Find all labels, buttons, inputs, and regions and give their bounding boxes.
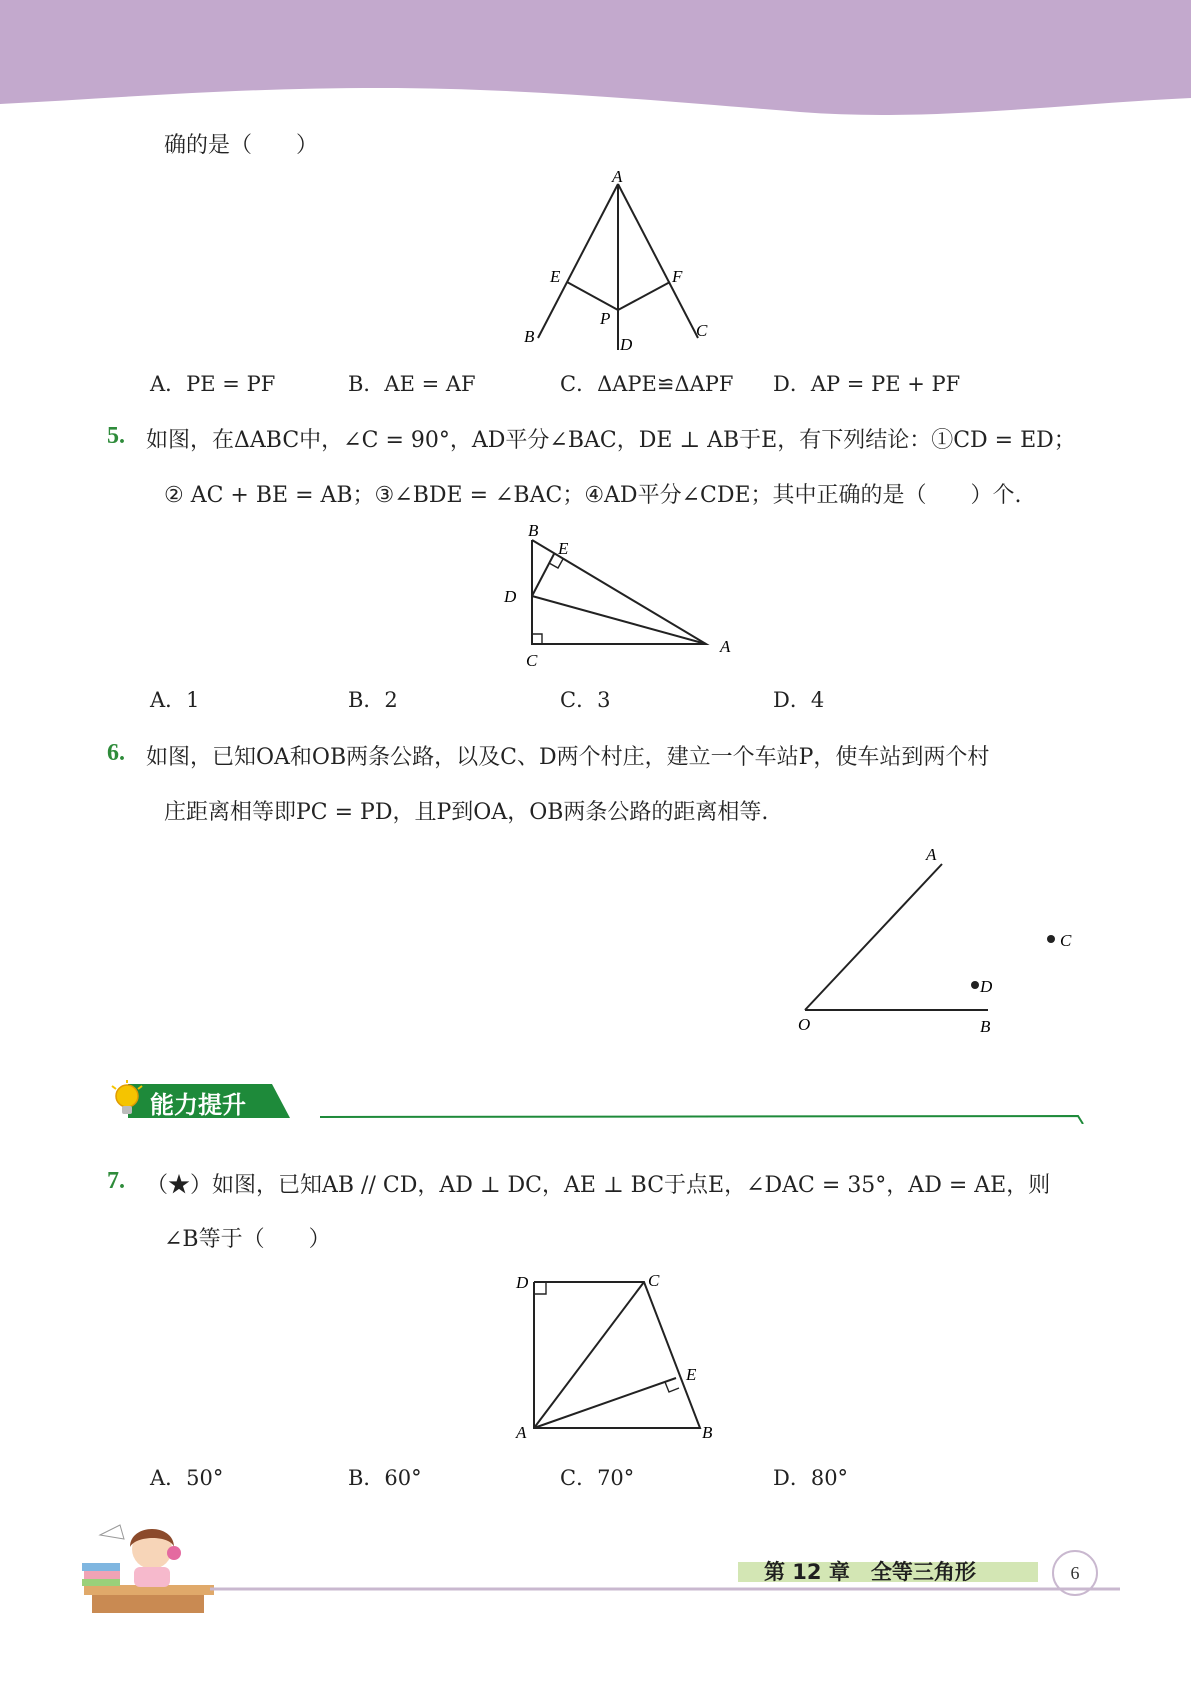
q6-label-o: O — [798, 1015, 811, 1034]
q5-figure — [498, 520, 748, 670]
girl-reading-illustration — [80, 1505, 230, 1625]
q6-figure — [790, 840, 1090, 1040]
page-number: 6 — [1052, 1550, 1098, 1596]
q4-label-d: D — [620, 335, 633, 354]
q6-stem-line2: 庄距离相等即PC = PD，且P到OA，OB两条公路的距离相等. — [164, 800, 769, 825]
q7-stem-line2: ∠B等于（ ） — [164, 1227, 331, 1252]
q7-option-c: C．70° — [560, 1466, 635, 1490]
q7-option-b: B．60° — [348, 1466, 422, 1490]
section-title: 能力提升 — [150, 1091, 246, 1119]
q4-label-b: B — [524, 327, 535, 346]
q7-label-d: D — [516, 1273, 529, 1292]
q6-label-a: A — [926, 845, 937, 864]
q4-stem-continuation: 确的是（ ） — [164, 133, 319, 158]
q7-label-e: E — [686, 1365, 697, 1384]
q5-number: 5. — [107, 423, 125, 449]
q4-option-d: D．AP = PE + PF — [773, 372, 961, 396]
q5-option-d: D．4 — [773, 688, 825, 712]
q5-option-b: B．2 — [348, 688, 398, 712]
q4-option-c: C．ΔAPE≌ΔAPF — [560, 372, 734, 396]
q6-label-b: B — [980, 1017, 991, 1036]
q4-figure — [520, 170, 730, 360]
footer-rule — [210, 1586, 1130, 1592]
q5-option-c: C．3 — [560, 688, 611, 712]
q7-label-b: B — [702, 1423, 713, 1442]
q5-stem-line2: ② AC + BE = AB；③∠BDE = ∠BAC；④AD平分∠CDE；其中正确的是（ ）个. — [164, 483, 1022, 508]
q4-option-b: B．AE = AF — [348, 372, 476, 396]
q6-label-d: D — [980, 977, 993, 996]
q5-stem-line1: 如图，在ΔABC中，∠C = 90°，AD平分∠BAC，DE ⊥ AB于E，有下列结论：①CD = ED； — [146, 428, 1076, 453]
q4-label-p: P — [600, 309, 611, 328]
q7-option-d: D．80° — [773, 1466, 849, 1490]
q4-label-f: F — [672, 267, 683, 286]
q7-option-a: A．50° — [150, 1466, 224, 1490]
q5-label-e: E — [558, 539, 569, 558]
q7-label-c: C — [648, 1271, 660, 1290]
q4-option-a: A．PE = PF — [150, 372, 276, 396]
q5-label-c: C — [526, 651, 538, 670]
header-wave-banner — [0, 0, 1191, 130]
q4-label-e: E — [550, 267, 561, 286]
q5-label-a: A — [720, 637, 731, 656]
q4-label-c: C — [696, 321, 708, 340]
footer-chapter-title: 第 12 章 全等三角形 — [764, 1560, 976, 1584]
q6-number: 6. — [107, 740, 125, 766]
q6-label-c: C — [1060, 931, 1072, 950]
q7-number: 7. — [107, 1168, 125, 1194]
section-header — [108, 1080, 1108, 1124]
q5-label-d: D — [504, 587, 517, 606]
lightbulb-icon — [110, 1080, 144, 1122]
q7-stem-line1: （★）如图，已知AB // CD，AD ⊥ DC，AE ⊥ BC于点E，∠DAC = 35°，AD = AE，则 — [146, 1173, 1051, 1198]
q7-figure — [508, 1266, 728, 1446]
q6-stem-line1: 如图，已知OA和OB两条公路，以及C、D两个村庄，建立一个车站P，使车站到两个村 — [146, 745, 990, 770]
q5-option-a: A．1 — [150, 688, 200, 712]
q7-label-a: A — [516, 1423, 527, 1442]
q4-label-a: A — [612, 170, 623, 186]
q5-label-b: B — [528, 521, 539, 540]
